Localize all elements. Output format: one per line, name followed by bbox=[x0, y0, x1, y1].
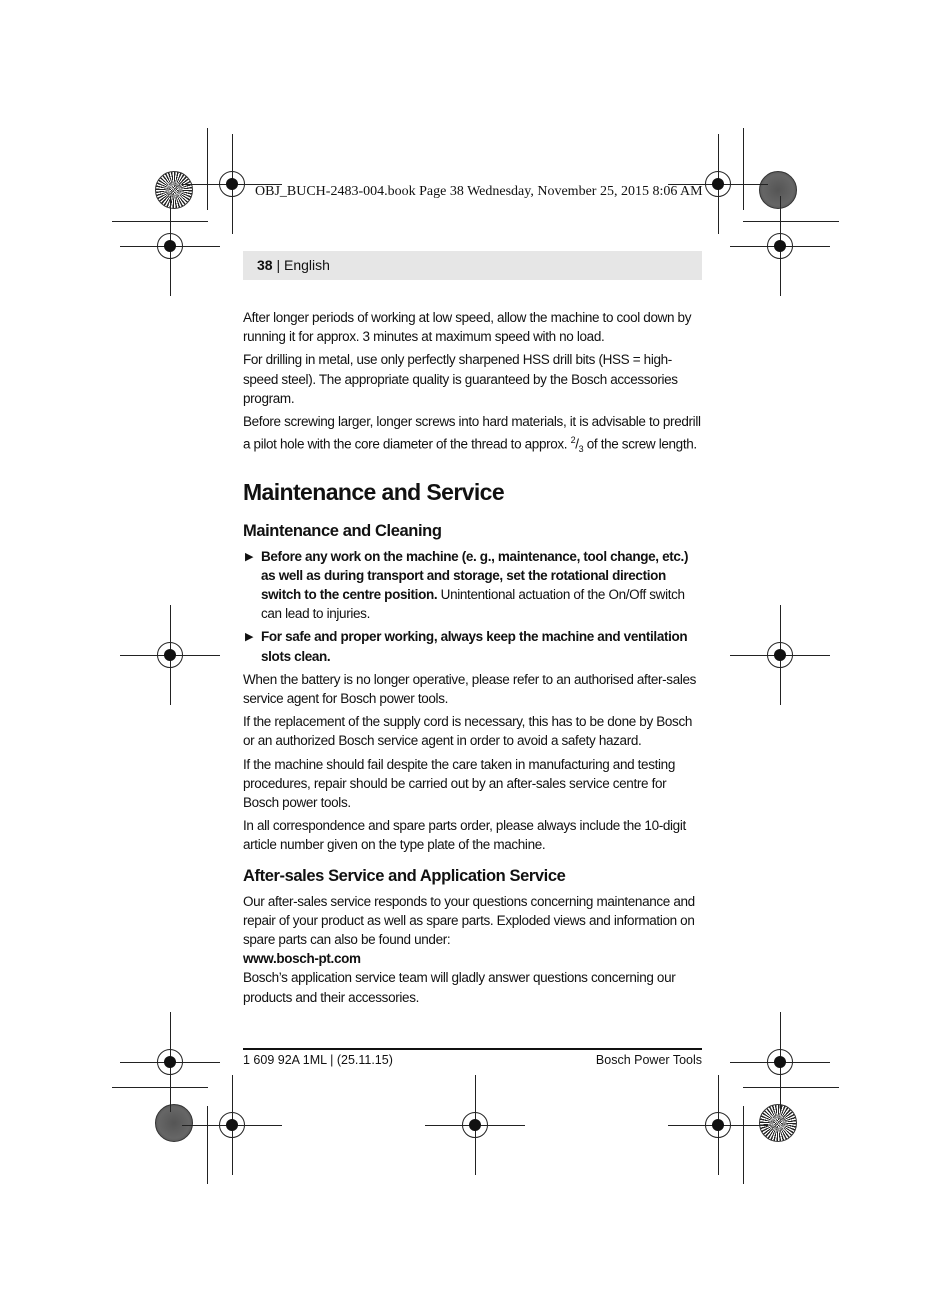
section-title: Maintenance and Service bbox=[243, 478, 505, 505]
website-link[interactable]: www.bosch-pt.com bbox=[243, 951, 361, 967]
registration-disc bbox=[759, 1104, 797, 1142]
paragraph: If the replacement of the supply cord is necessary, this has to be done by Bosch or an authorized Bosch service agent in order to avoid a safety hazard. bbox=[243, 714, 693, 749]
crop-mark bbox=[743, 221, 839, 222]
paragraph: Our after-sales service responds to your questions concerning maintenance and repair of your product as well as spare parts. Exploded views and information on spare parts can also be found under: bbox=[243, 893, 695, 948]
paragraph: For drilling in metal, use only perfectly sharpened HSS drill bits (HSS = high-speed steel). The appropriate quality is guaranteed by the Bosch accessories program. bbox=[243, 352, 678, 406]
paragraph: After longer periods of working at low speed, allow the machine to cool down by running it for approx. 3 minutes at maximum speed with no load. bbox=[243, 310, 692, 345]
page-header-label bbox=[257, 257, 330, 273]
fraction-denominator: 3 bbox=[578, 444, 584, 455]
safety-bullet: ▶ Before any work on the machine (e. g., maintenance, tool change, etc.) as well as during transport and storage, set the rotational direction switch to the centre position. Unintentional actuation of the On/Off switch can lead to injuries. bbox=[245, 548, 689, 622]
registration-disc bbox=[759, 171, 797, 209]
paragraph-pilot-hole: Before screwing larger, longer screws into hard materials, it is advisable to predrill a pilot hole with the core diameter of the thread to approx. $^2/_3$ of the screw length. bbox=[243, 414, 701, 455]
registration-disc bbox=[155, 171, 193, 209]
crop-mark bbox=[207, 1106, 208, 1184]
paragraph: When the battery is no longer operative, please refer to an authorised after-sales service agent for Bosch power tools. bbox=[243, 671, 697, 707]
paragraph: In all correspondence and spare parts order, please always include the 10-digit article number given on the type plate of the machine. bbox=[243, 818, 686, 853]
crop-mark bbox=[743, 1106, 744, 1184]
crop-mark bbox=[743, 128, 744, 210]
subsection-title: After-sales Service and Application Service bbox=[243, 866, 566, 885]
crop-mark bbox=[112, 221, 208, 222]
header-separator: | bbox=[272, 257, 284, 273]
bullet-arrow-icon: ▶ bbox=[245, 550, 254, 563]
print-slug: OBJ_BUCH-2483-004.book Page 38 Wednesday, November 25, 2015 8:06 AM bbox=[255, 184, 703, 199]
subsection-title: Maintenance and Cleaning bbox=[243, 521, 442, 540]
crop-mark bbox=[112, 1087, 208, 1088]
footer-brand: Bosch Power Tools bbox=[595, 1053, 702, 1067]
safety-bullet: ▶ For safe and proper working, always keep the machine and ventilation slots clean. bbox=[245, 629, 688, 664]
paragraph: Bosch’s application service team will gladly answer questions concerning our products and their accessories. bbox=[243, 970, 676, 1005]
crop-mark bbox=[743, 1087, 839, 1088]
footer-rule bbox=[243, 1048, 702, 1050]
footer-document-code: 1 609 92A 1ML | (25.11.15) bbox=[243, 1053, 393, 1067]
paragraph: If the machine should fail despite the care taken in manufacturing and testing procedures, repair should be carried out by an after-sales service centre for Bosch power tools. bbox=[243, 756, 675, 811]
page-header bbox=[243, 251, 702, 280]
fraction-slash: / bbox=[575, 436, 579, 452]
page-content bbox=[243, 308, 702, 1011]
page-number: 38 bbox=[257, 257, 273, 273]
bullet-arrow-icon: ▶ bbox=[245, 631, 254, 644]
header-language: English bbox=[284, 257, 330, 273]
fraction-numerator: 2 bbox=[570, 435, 576, 446]
crop-mark bbox=[207, 128, 208, 210]
registration-disc bbox=[155, 1104, 193, 1142]
